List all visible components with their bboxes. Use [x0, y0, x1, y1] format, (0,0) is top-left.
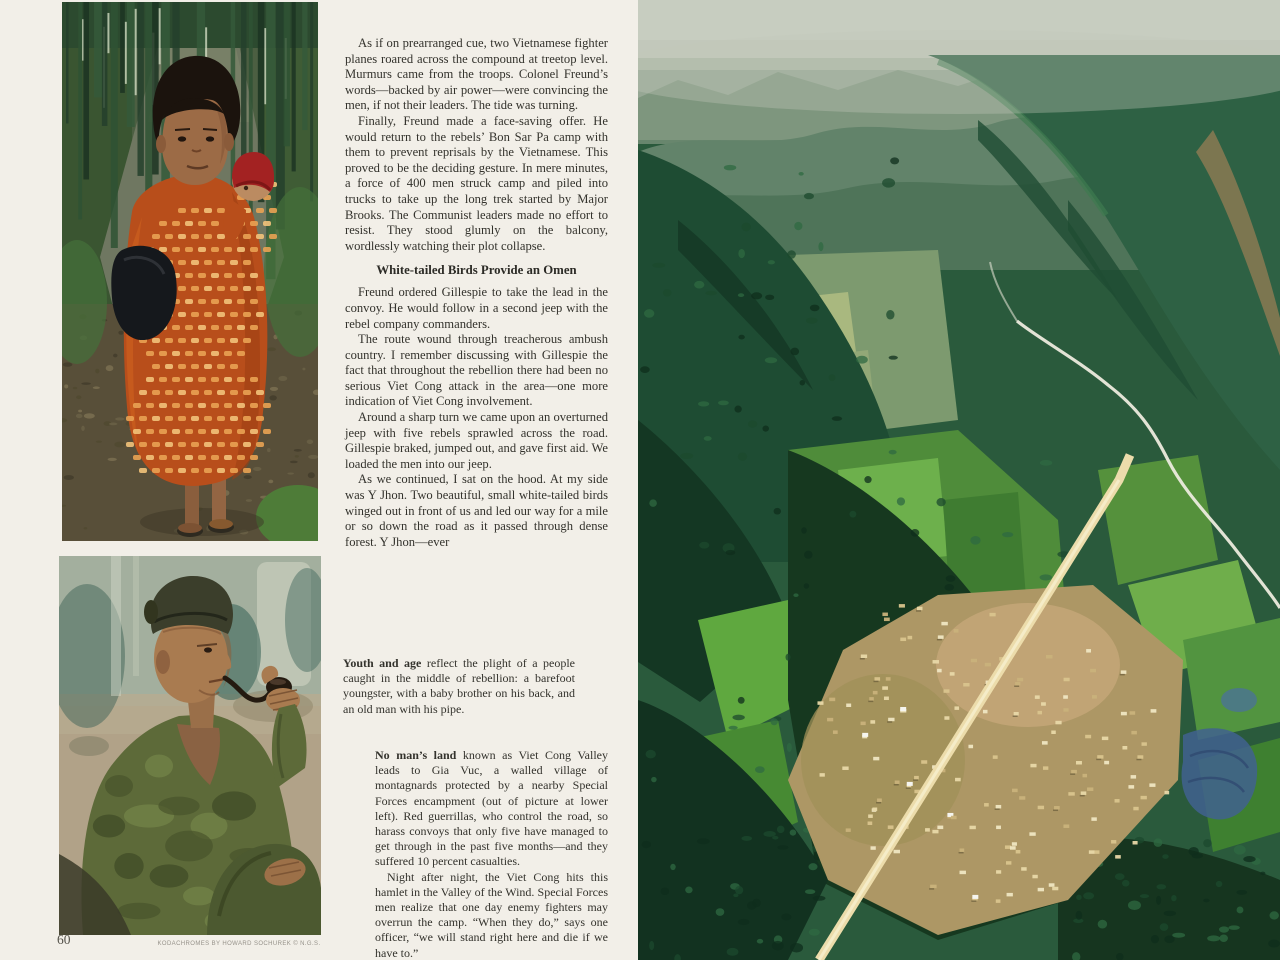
photo-viet-cong-valley-aerial: [638, 0, 1280, 960]
article-column: [345, 36, 608, 550]
caption-no-mans-land: [375, 748, 608, 960]
article-paragraph: Freund ordered Gillespie to take the lead in the convoy. He would follow in a second jeep with the rebel company commanders.: [345, 285, 608, 331]
photo-boy-with-baby: [62, 2, 318, 541]
caption-lead: No man’s land: [375, 748, 457, 762]
caption-text: reflect the plight of a people caught in the middle of rebellion: a barefoot youngster, with a baby brother on his back, and an old man with his pipe.: [343, 656, 576, 716]
old-man-illustration: [59, 556, 321, 935]
caption-youth-and-age: [343, 656, 575, 717]
article-paragraph: As we continued, I sat on the hood. At my side was Y Jhon. Two beautiful, small white-tailed birds winged out in front of us and led our way for a mile or so down the road as it passed through dense forest. Y Jhon—ever: [345, 472, 608, 549]
article-paragraph: Around a sharp turn we came upon an overturned jeep with five rebels sprawled across the road. Gillespie braked, jumped out, and gave first aid. We loaded the men into our jeep.: [345, 410, 608, 471]
caption-lead: Youth and age: [343, 656, 422, 670]
section-heading: White-tailed Birds Provide an Omen: [376, 263, 577, 278]
article-paragraph: As if on prearranged cue, two Vietnamese fighter planes roared across the compound at treetop level. Murmurs came from the troops. Colonel Freund’s words—backed by air power—were convincing the men, if not their leaders. The tide was turning.: [345, 36, 608, 113]
boy-with-baby-illustration: [62, 2, 318, 541]
page-number: 60: [57, 932, 71, 947]
photo-old-man-with-pipe: [59, 556, 321, 935]
article-paragraph: Finally, Freund made a face-saving offer. He would return to the rebels’ Bon Sar Pa camp with them to prevent reprisals by the Vietnamese. This proved to be the deciding gesture. In mere minutes, a force of 400 men struck camp and piled into trucks to take up the long trek started by Major Brooks. The Communist leaders made no effort to resist. They stood glumly on the balcony, wordlessly watching their plot collapse.: [345, 113, 608, 253]
valley-aerial-illustration: [638, 0, 1280, 960]
caption-text: Night after night, the Viet Cong hits this hamlet in the Valley of the Wind. Special Forces men realize that one day enemy fighters may overrun the camp. “When they do,” says one officer, “we will stand right here and die if we have to.”: [375, 869, 608, 960]
photo-credit: KODACHROMES BY HOWARD SOCHUREK © N.G.S.: [157, 941, 321, 947]
caption-text: known as Viet Cong Valley leads to Gia Vuc, a walled village of montagnards protected by a nearby Special Forces encampment (out of picture at lower left). Red guerrillas, who control the road, so harass convoys that only five have managed to get through in the past five months—and they suffered 10 percent casualties.: [375, 748, 608, 869]
article-paragraph: The route wound through treacherous ambush country. I remember discussing with Gillespie the fact that throughout the rebellion there had been no serious Viet Cong attack in the area—one more indication of Viet Cong involvement.: [345, 332, 608, 409]
